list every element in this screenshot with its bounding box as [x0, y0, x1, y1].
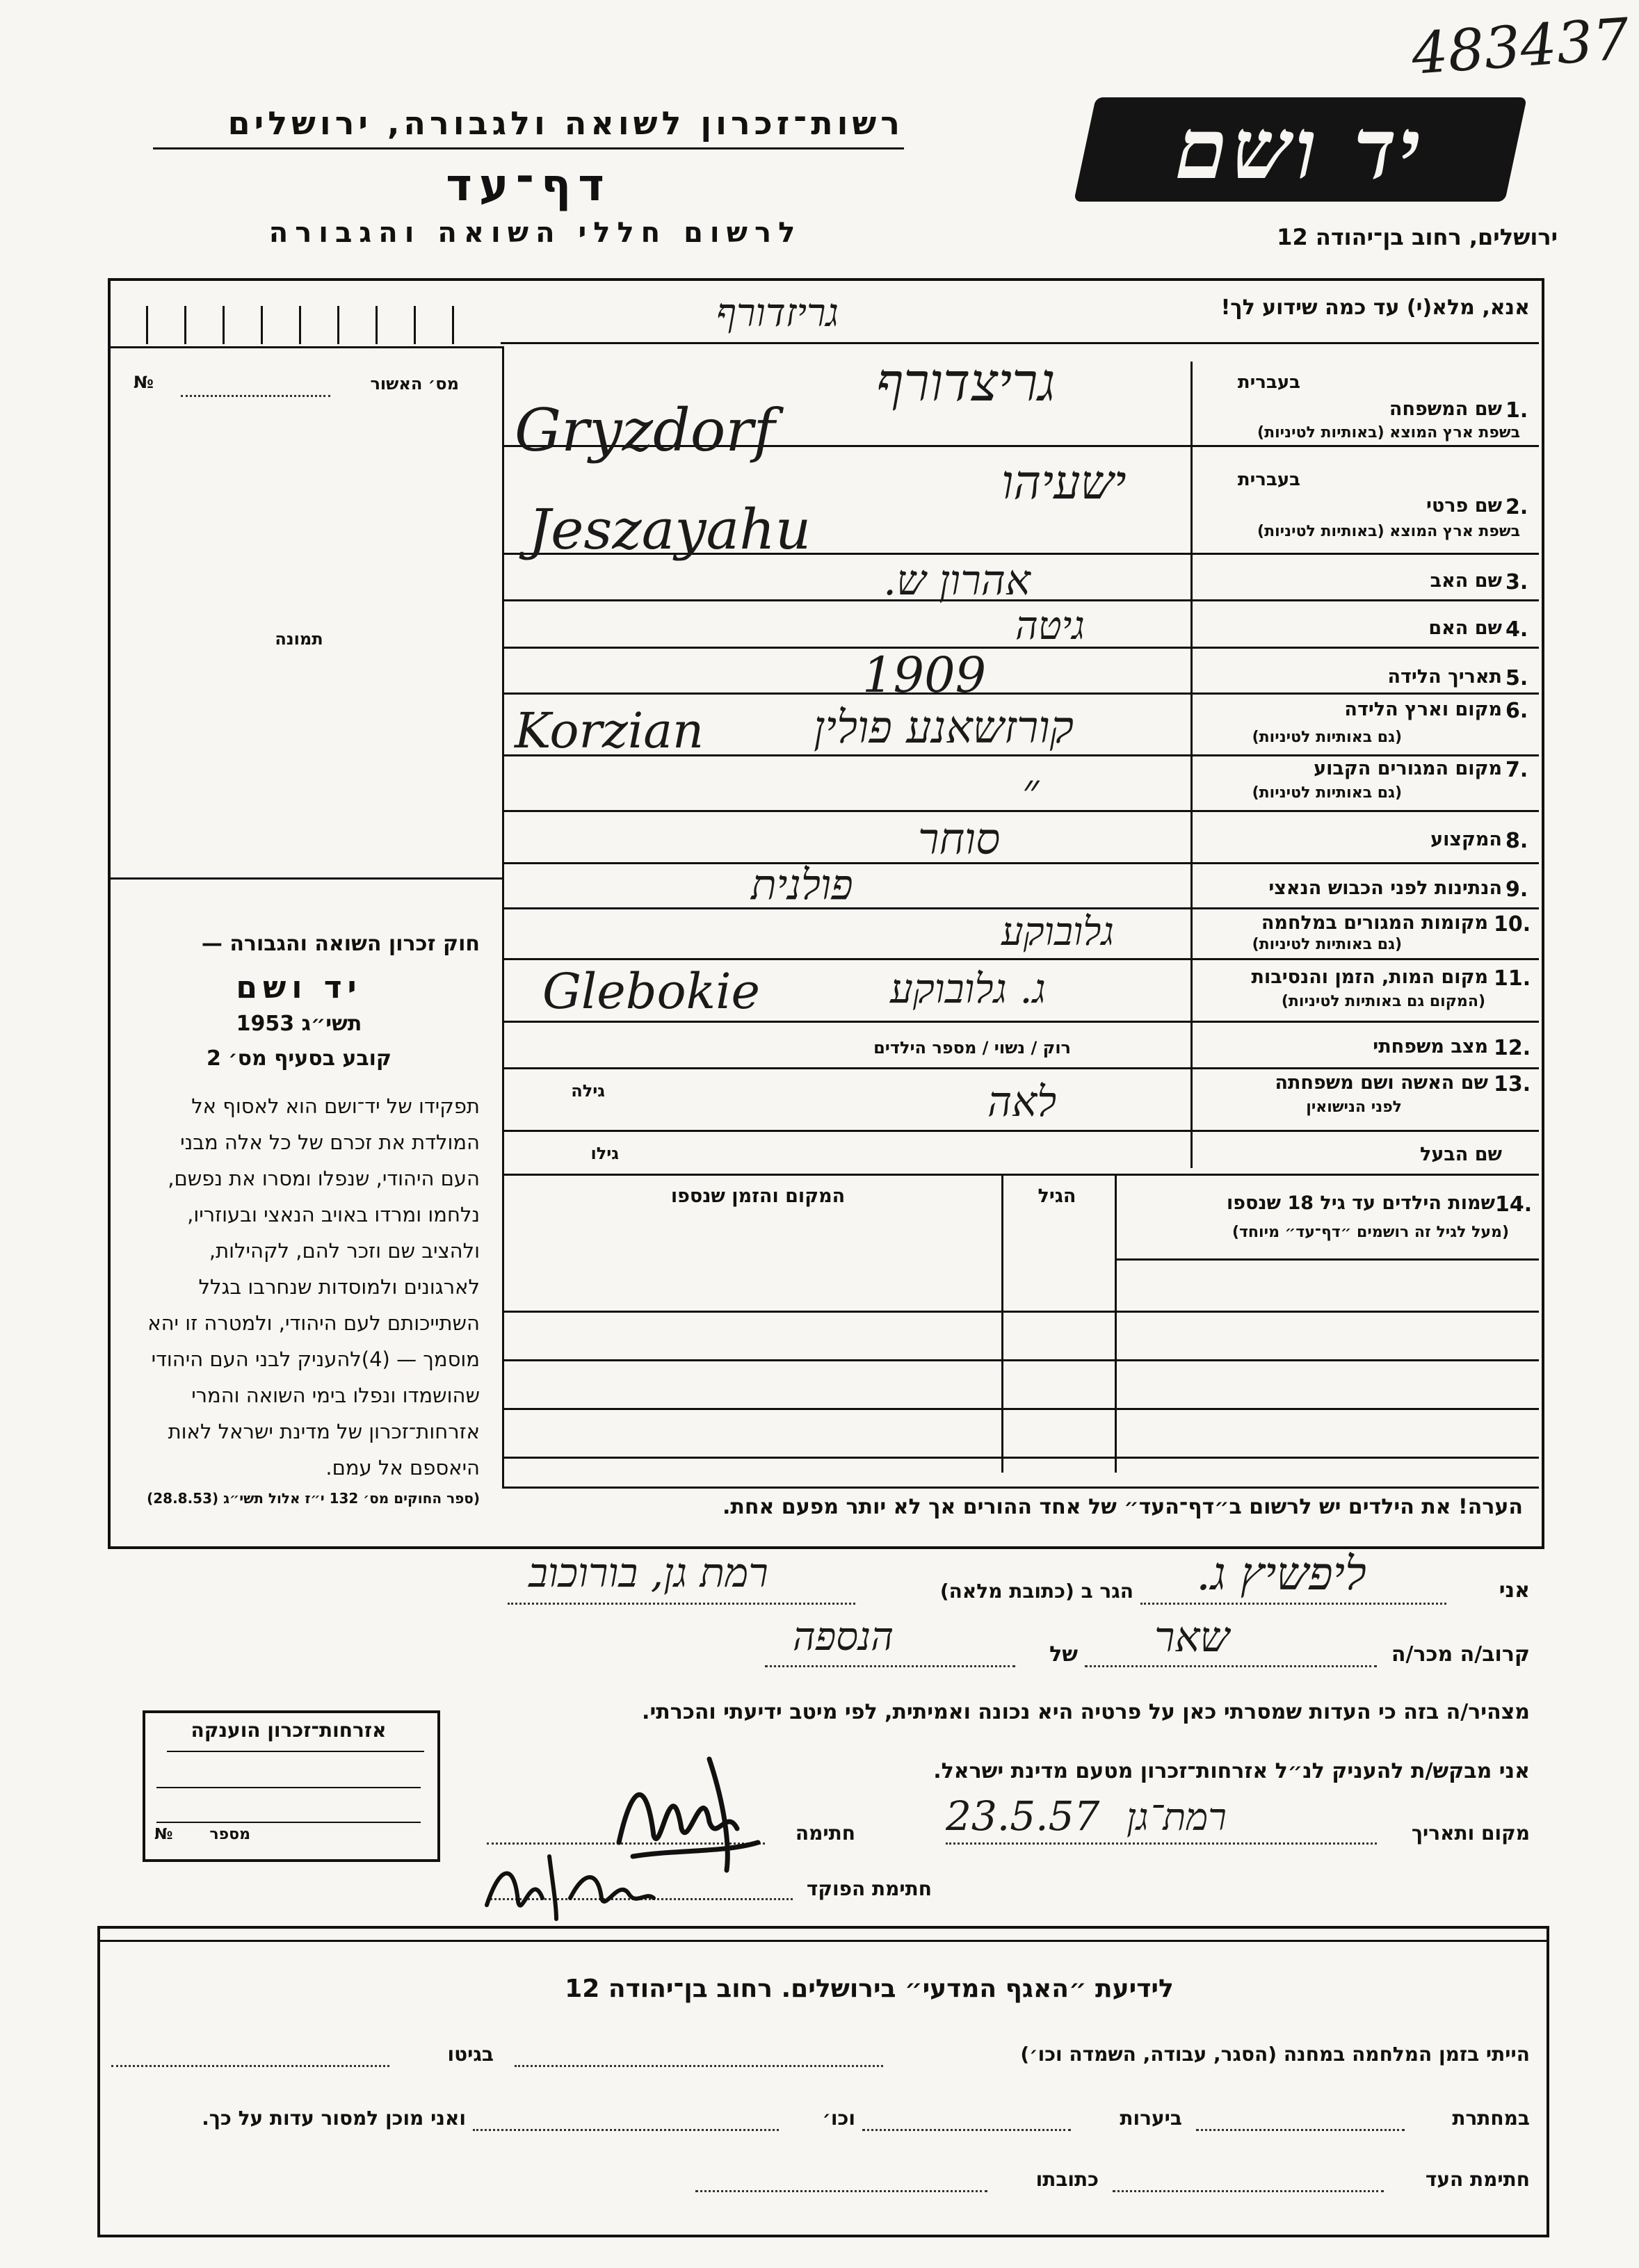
f7-sub: (גם באותיות לטיניות) [1252, 784, 1402, 802]
bottom-line2a-dots [1196, 2129, 1405, 2131]
f13-label: שם האשה ושם משפחתה [1275, 1072, 1488, 1094]
decl-signature-label: חתימה [795, 1822, 855, 1845]
hw-nationality: פולנית [751, 861, 853, 909]
decl-relative-label: קרוב/ה מכר/ה [1391, 1642, 1530, 1667]
logo-text: יד ושם [1165, 100, 1435, 198]
citizenship-line [156, 1787, 421, 1788]
f1-label: שם המשפחה [1389, 398, 1502, 420]
bottom-line2b-dots [862, 2129, 1071, 2131]
citizenship-title-underline [167, 1751, 424, 1752]
bottom-line2a: במחתרת [1452, 2107, 1530, 2130]
hw-relation: שאר [1154, 1613, 1229, 1662]
bottom-line1-dots [515, 2065, 883, 2067]
bottom-line2c-dots [473, 2129, 779, 2131]
hw-birthplace-lat: Korzian [515, 702, 704, 759]
row-line [502, 810, 1539, 812]
row-line [502, 1130, 1539, 1132]
photo-bottom [111, 877, 503, 880]
yad-vashem-logo [1074, 97, 1527, 202]
row-line [502, 958, 1539, 960]
f12-label: מצב משפחתי [1373, 1036, 1488, 1058]
law-section: קובע בסעיף מס׳ 2 [206, 1046, 392, 1071]
bottom-line2d: ואני מוכן למסור עדות על כך. [202, 2107, 466, 2130]
note-text: הערה! את הילדים יש לרשום ב״דף־העד״ של אחד ההורים אך לא יותר מפעם אחת. [722, 1495, 1523, 1519]
row-line [502, 862, 1539, 864]
hw-mother: גיטה [1015, 604, 1085, 649]
hw-father: אהרון ש. [883, 556, 1031, 605]
approval-ticks [139, 292, 473, 348]
citizenship-no: № [154, 1826, 173, 1843]
decl-request: אני מבקש/ת להעניק לנ״ל אזרחות־זכרון מטעם מדינת ישראל. [933, 1759, 1530, 1783]
decl-place-date-label: מקום ותאריך [1411, 1822, 1530, 1845]
hw-wartime-place: גלובוקע [1001, 909, 1114, 955]
form-title: דף־עד [446, 160, 611, 211]
note-top [502, 1487, 1539, 1489]
f11-label: מקום המות, הזמן והנסיבות [1251, 966, 1488, 988]
approval-dots [181, 395, 330, 397]
f13-sub: לפני הנישואין [1306, 1099, 1402, 1116]
decl-of-dots [765, 1665, 1015, 1667]
archive-number: 483437 [1410, 6, 1631, 88]
law-title: חוק זכרון השואה והגבורה — [201, 932, 480, 956]
law-yv-name: יד ושם [236, 970, 362, 1005]
f8-label: המקצוע [1430, 829, 1502, 850]
husband-label: שם הבעל [1419, 1144, 1502, 1165]
row-line [502, 1021, 1539, 1023]
f1-sub: בשפת ארץ המוצא (באותיות לטיניות) [1257, 424, 1520, 442]
yv-address: ירושלים, רחוב בן־יהודה 12 [1277, 224, 1558, 250]
f14-label: שמות הילדים עד גיל 18 שנספו [1226, 1192, 1495, 1214]
hw-firstname-lat: Jeszayahu [528, 497, 812, 562]
f14-sub: (מעל לגיל זה רושמים ״דף־עד״ מיוחד) [1232, 1224, 1509, 1241]
decl-address-dots [508, 1603, 855, 1605]
header-underline [153, 147, 904, 149]
f6-num: 6. [1505, 699, 1528, 723]
bottom-line2b: ביערות [1120, 2107, 1182, 2130]
law-reference: (ספר החוקים מס׳ 132 י״ז אלול תשי״ג (28.8.53) [147, 1490, 480, 1507]
row-line [502, 1067, 1539, 1069]
f1-hebrew-label: בעברית [1237, 372, 1300, 393]
f7-num: 7. [1505, 758, 1528, 782]
place-column-header: המקום והזמן שנספו [670, 1185, 846, 1207]
f2-num: 2. [1505, 495, 1528, 519]
decl-statement: מצהיר/ה בזה כי העדות שמסרתי כאן על פרטיה היא נכונה ואמיתית, לפי מיטב ידיעתי והכרתי. [642, 1700, 1530, 1724]
hw-surname-he: גריצדורף [876, 351, 1056, 413]
bottom-divider [100, 1940, 1547, 1942]
citizenship-number-line [156, 1822, 421, 1823]
hw-residence: ״ [1022, 765, 1040, 816]
f2-label: שם פרטי [1426, 495, 1502, 517]
hw-death-place-he: ג. גלובוקע [890, 965, 1046, 1012]
approval-underline [111, 346, 503, 348]
f2-sub: בשפת ארץ המוצא (באותיות לטיניות) [1257, 523, 1520, 540]
bottom-line3a-dots [1113, 2190, 1384, 2192]
bottom-line3b-dots [695, 2190, 987, 2192]
bottom-line3b: כתובתו [1035, 2168, 1099, 2191]
f7-label: מקום המגורים הקבוע [1314, 758, 1502, 779]
hw-top-name: גריזדורף [716, 291, 839, 336]
decl-officer-label: חתימת הפוקד [806, 1877, 932, 1900]
children-row [502, 1408, 1539, 1410]
law-text: תפקידו של יד־ושם הוא לאסוף אל המולדת את זכרם של כל אלה מבני העם היהודי, שנפלו ומסרו את נפשם, נלחמו ומרדו באויב הנאצי ובעוזריו, ולהציב שם וזכר להם, לקהילות, לארגונים ולמוסדות שנחרבו בגלל השתייכותם לעם היהודי, ולמטרה זו יהא מוסמך — (4)להעניק לבני העם היהודי שהושמדו ונפלו בימי השואה והמרי אזרחות־זכרון של מדינת ישראל לאות היאספם אל עמם. [147, 1094, 480, 1480]
citizenship-title: אזרחות־זכרון הוענקה [191, 1719, 387, 1742]
husband-age-label: גילו [590, 1144, 619, 1163]
f14-num: 14. [1495, 1192, 1533, 1217]
children-row [502, 1457, 1539, 1459]
request-text: אנא, מלא(י) עד כמה שידוע לך! [1220, 295, 1530, 320]
f3-num: 3. [1505, 570, 1528, 594]
law-year: תשי״ג 1953 [236, 1012, 362, 1036]
officer-signature [480, 1842, 661, 1926]
bottom-line1b-dots [111, 2065, 389, 2067]
approval-label: מס׳ האשור [370, 374, 459, 394]
hw-birth-year: 1909 [862, 647, 987, 704]
children-row [502, 1311, 1539, 1313]
hw-of-label: הנספה [793, 1614, 894, 1660]
f9-num: 9. [1505, 877, 1528, 902]
f4-num: 4. [1505, 617, 1528, 642]
decl-of-label: של [1049, 1642, 1078, 1667]
decl-i-label: אני [1499, 1578, 1530, 1603]
hw-surname-lat: Gryzdorf [515, 396, 775, 464]
f11-num: 11. [1494, 966, 1531, 991]
hw-profession: סוחר [918, 813, 1001, 864]
children-row [1115, 1258, 1539, 1261]
request-underline [501, 342, 1539, 344]
children-row [502, 1359, 1539, 1361]
f12-num: 12. [1494, 1036, 1531, 1060]
row-line [502, 1174, 1539, 1176]
citizenship-number-label: מספר [209, 1826, 250, 1843]
f6-sub: (גם באותיות לטיניות) [1252, 729, 1402, 746]
hw-date: 23.5.57 [946, 1792, 1100, 1840]
authority-title: רשות־זכרון לשואה ולגבורה, ירושלים [227, 104, 904, 142]
f2-hebrew-label: בעברית [1237, 469, 1300, 490]
wife-age-label: גילה [571, 1081, 605, 1101]
f9-label: הנתינות לפני הכבוש הנאצי [1268, 877, 1502, 899]
f12-options: רוק / נשוי / מספר הילדים [873, 1038, 1071, 1058]
f3-label: שם האב [1430, 570, 1502, 592]
f10-label: מקומות המגורים במלחמה [1261, 912, 1488, 934]
hw-declarant-name: ליפשיץ ג. [1196, 1547, 1366, 1601]
form-subtitle: לרשום חללי השואה והגבורה [268, 217, 802, 249]
f1-num: 1. [1505, 398, 1528, 423]
f11-sub: (המקום גם באותיות לטיניות) [1281, 993, 1485, 1010]
hw-declarant-address: רמת גן, בורוכוב [528, 1549, 768, 1596]
row-line [502, 692, 1539, 695]
children-col-divider [1115, 1174, 1117, 1473]
f5-label: תאריך הלידה [1387, 666, 1502, 688]
decl-place-date-dots [946, 1842, 1377, 1845]
hw-wife-name: לאה [987, 1078, 1057, 1126]
bottom-line1: הייתי בזמן המלחמה במחנה (הסגר, עבודה, השמדה וכו׳) [1020, 2043, 1530, 2066]
f5-num: 5. [1505, 666, 1528, 690]
f6-label: מקום וארץ הלידה [1344, 699, 1502, 720]
f4-label: שם האם [1428, 617, 1502, 639]
age-column-header: הגיל [1038, 1185, 1076, 1207]
decl-name-dots [1140, 1603, 1446, 1605]
bottom-line3a: חתימת העד [1425, 2168, 1530, 2191]
hw-firstname-he: ישעיהו [1001, 455, 1127, 510]
f8-num: 8. [1505, 829, 1528, 853]
bottom-line1b: בגיטו [447, 2043, 494, 2066]
f10-num: 10. [1494, 912, 1531, 937]
label-column-divider [1190, 362, 1193, 1168]
decl-relation-dots [1085, 1665, 1377, 1667]
bottom-title: לידיעת ״האגף המדעי״ בירושלים. רחוב בן־יהודה 12 [565, 1975, 1174, 2003]
approval-no: № [134, 373, 154, 392]
hw-birthplace-he: קורזשאנע פולין [814, 702, 1074, 754]
f10-sub: (גם באותיות לטיניות) [1252, 936, 1402, 953]
photo-label: תמונה [275, 629, 323, 649]
bottom-line2c: וכו׳ [822, 2107, 855, 2130]
left-panel-divider [502, 346, 504, 1487]
children-col-divider-2 [1001, 1174, 1003, 1473]
hw-death-place-lat: Glebokie [542, 963, 760, 1020]
f13-num: 13. [1494, 1072, 1531, 1096]
decl-lives-label: הגר ב (כתובת מלאה) [939, 1580, 1133, 1603]
hw-place: רמת־גן [1127, 1795, 1227, 1839]
